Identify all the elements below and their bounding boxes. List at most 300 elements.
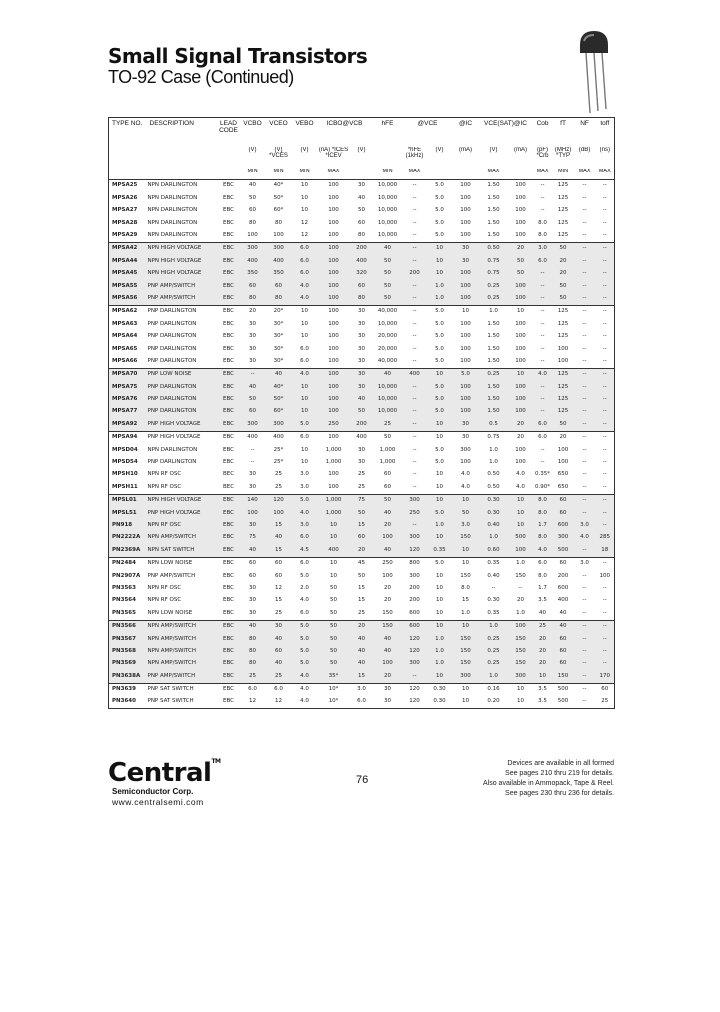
value-cell: 0.50 (487, 471, 500, 478)
value-cell: 100 (317, 431, 351, 444)
value-cell: 6.0 (533, 418, 553, 431)
value-cell: -- (596, 494, 615, 507)
value-cell: -- (596, 394, 615, 406)
value-cell: 1,000 (379, 459, 396, 466)
value-cell: 3.5 (538, 597, 547, 604)
value-cell: 125 (557, 194, 569, 201)
value-cell: 30 (249, 483, 256, 490)
value-cell: 10 (436, 483, 444, 490)
value-cell: EBC (223, 345, 234, 352)
value-cell: 50 (373, 431, 403, 444)
value-cell: 1.7 (538, 584, 547, 591)
type-no-cell: PN3568 (109, 645, 147, 657)
to92-transistor-icon (572, 25, 618, 117)
value-cell: 4.0 (461, 483, 470, 490)
table-row (109, 457, 615, 469)
value-cell: 150 (382, 609, 393, 616)
value-cell: 150 (515, 572, 526, 579)
value-cell: 15 (351, 670, 373, 683)
value-cell: 10 (509, 520, 533, 532)
value-cell: 10 (509, 507, 533, 519)
description-cell: NPN AMP/SWITCH (147, 532, 217, 544)
value-cell: -- (574, 418, 596, 431)
value-cell: 600 (557, 584, 569, 591)
type-no-cell: MPSA29 (112, 232, 138, 238)
value-cell: 40 (241, 544, 265, 557)
value-cell: 3.0 (300, 471, 309, 478)
value-cell: -- (602, 609, 607, 616)
table-row (109, 355, 615, 368)
limit-cell (453, 169, 479, 180)
table-row (109, 394, 615, 406)
value-cell: 200 (409, 584, 420, 591)
value-cell: 10 (509, 683, 533, 696)
value-cell: 30 (351, 305, 373, 318)
unit-cell: (dB) (578, 147, 591, 153)
value-cell: 10,000 (377, 219, 398, 226)
value-cell: 3.5 (533, 683, 553, 696)
value-cell: EBC (223, 232, 234, 238)
value-cell: 1.7 (533, 520, 553, 532)
value-cell: -- (412, 219, 417, 226)
value-cell: -- (412, 194, 417, 201)
value-cell: -- (582, 207, 587, 214)
value-cell: 100 (453, 394, 479, 406)
header-row-limits (109, 169, 615, 180)
limit-cell: MIN (265, 169, 293, 180)
value-cell: 1.50 (479, 381, 509, 393)
value-cell: 30 (249, 345, 256, 352)
value-cell: 100 (460, 345, 471, 352)
value-cell: -- (412, 483, 417, 490)
description-cell: NPN DARLINGTON (147, 219, 198, 226)
value-cell: 0.25 (479, 633, 509, 645)
value-cell: 20 (384, 597, 392, 604)
value-cell: 60 (384, 483, 392, 490)
type-no-cell: PN2369A (109, 544, 147, 557)
value-cell: 20 (553, 268, 574, 280)
page-subtitle: TO-92 Case (Continued) (108, 67, 294, 87)
value-cell: 10 (509, 368, 533, 381)
value-cell: 100 (460, 207, 471, 214)
value-cell: 1,000 (317, 494, 351, 507)
value-cell: EBC (217, 381, 241, 393)
value-cell: 30 (249, 333, 256, 340)
value-cell: -- (574, 381, 596, 393)
value-cell: 125 (557, 333, 569, 340)
value-cell: 0.35 (427, 544, 453, 557)
value-cell: 75 (351, 494, 373, 507)
value-cell: 5.0 (435, 219, 444, 226)
value-cell: 60 (241, 557, 265, 570)
type-no-cell: PN3565 (112, 609, 136, 616)
value-cell: 40,000 (377, 357, 398, 364)
value-cell: 10 (317, 557, 351, 570)
value-cell: 100 (557, 446, 569, 453)
value-cell: 285 (596, 532, 615, 544)
value-cell: 25 (358, 609, 365, 616)
value-cell: 4.0 (293, 280, 317, 292)
value-cell: 125 (557, 207, 569, 214)
value-cell: 40 (265, 658, 293, 670)
value-cell: -- (533, 305, 553, 318)
value-cell: 300 (265, 242, 293, 255)
value-cell: 100 (328, 219, 339, 226)
value-cell: 10 (427, 368, 453, 381)
value-cell: 5.0 (293, 418, 317, 431)
value-cell: -- (582, 219, 587, 226)
value-cell: -- (582, 459, 587, 466)
table-body (109, 180, 615, 709)
col-at-vce: @VCE (417, 120, 438, 127)
value-cell: 150 (453, 633, 479, 645)
value-cell: 1.0 (427, 633, 453, 645)
value-cell: 1.0 (489, 459, 498, 466)
value-cell: -- (602, 320, 607, 327)
value-cell: 125 (557, 182, 569, 189)
value-cell: 100 (328, 471, 339, 478)
description-cell: PNP DARLINGTON (147, 345, 197, 352)
value-cell: 3.0 (300, 483, 309, 490)
value-cell: 30 (249, 320, 256, 327)
value-cell: 0.40 (487, 572, 500, 579)
value-cell: 50 (330, 597, 337, 604)
value-cell: 10* (317, 683, 351, 696)
limit-cell (217, 169, 241, 180)
value-cell: 10 (436, 597, 444, 604)
value-cell: 10 (509, 494, 533, 507)
value-cell: 5.0 (435, 232, 444, 238)
value-cell: EBC (223, 194, 234, 201)
value-cell: 30 (373, 683, 403, 696)
value-cell: EBC (217, 544, 241, 557)
value-cell: 0.30 (479, 507, 509, 519)
value-cell: 100 (515, 459, 526, 466)
description-cell: NPN HIGH VOLTAGE (147, 242, 217, 255)
value-cell: 10 (293, 394, 317, 406)
value-cell: 1,000 (325, 446, 342, 453)
value-cell: 10 (330, 572, 337, 579)
col-at-ic: @IC (458, 120, 473, 127)
value-cell: 10 (453, 620, 479, 633)
value-cell: 150 (453, 645, 479, 657)
value-cell: 125 (557, 320, 569, 327)
value-cell: EBC (223, 609, 234, 616)
value-cell: 10 (301, 182, 308, 189)
unit-cell: (V) (300, 147, 309, 153)
page-number: 76 (356, 774, 369, 786)
unit-cell: (mA) (459, 147, 473, 153)
table-row (109, 595, 615, 607)
value-cell: -- (540, 345, 545, 352)
value-cell: 300 (265, 418, 293, 431)
value-cell: 0.60 (479, 544, 509, 557)
value-cell: 10 (317, 520, 351, 532)
value-cell: 5.0 (435, 345, 444, 352)
value-cell: -- (574, 406, 596, 418)
value-cell: EBC (217, 507, 241, 519)
value-cell: 50 (330, 584, 337, 591)
description-cell: NPN DARLINGTON (147, 446, 198, 453)
value-cell: 400 (351, 255, 373, 267)
value-cell: 100 (509, 280, 533, 292)
value-cell: 4.0 (574, 532, 596, 544)
value-cell: 30 (249, 609, 256, 616)
value-cell: 5.0 (453, 368, 479, 381)
value-cell: BEC (222, 471, 235, 478)
value-cell: EBC (217, 532, 241, 544)
type-no-cell: MPSA56 (109, 293, 147, 306)
value-cell: 2.0 (300, 584, 309, 591)
value-cell: 80 (275, 219, 282, 226)
value-cell: 6.0 (293, 431, 317, 444)
value-cell: 20 (517, 597, 525, 604)
table-row (109, 280, 615, 292)
type-no-cell: MPSL01 (109, 494, 147, 507)
value-cell: -- (412, 182, 417, 189)
value-cell: 15 (462, 597, 470, 604)
value-cell: 120 (403, 683, 427, 696)
value-cell: 10 (436, 471, 444, 478)
value-cell: 0.30 (433, 698, 446, 705)
value-cell: EBC (217, 280, 241, 292)
value-cell: 100 (317, 305, 351, 318)
value-cell: -- (582, 584, 587, 591)
description-cell: PNP DARLINGTON (147, 333, 197, 340)
value-cell: 400 (557, 597, 569, 604)
value-cell: 100 (453, 293, 479, 306)
value-cell: 125 (557, 232, 569, 238)
value-cell: -- (602, 219, 607, 226)
value-cell: -- (574, 242, 596, 255)
value-cell: -- (582, 597, 587, 604)
value-cell: -- (412, 459, 417, 466)
value-cell: 30 (249, 597, 256, 604)
value-cell: 50 (317, 645, 351, 657)
description-cell: PNP SAT SWITCH (147, 698, 194, 705)
limit-cell: MIN (373, 169, 403, 180)
value-cell: 0.16 (479, 683, 509, 696)
value-cell: 25* (273, 459, 284, 466)
limit-cell: MAX (317, 169, 351, 180)
value-cell: 60 (241, 406, 265, 418)
value-cell: 12 (275, 584, 282, 591)
value-cell: -- (596, 520, 615, 532)
value-cell: 8.0 (533, 507, 553, 519)
value-cell: 100 (509, 544, 533, 557)
value-cell: 25 (275, 483, 282, 490)
value-cell: 50 (351, 406, 373, 418)
value-cell: 650 (557, 471, 569, 478)
value-cell: -- (582, 232, 587, 238)
value-cell: 80 (249, 219, 256, 226)
value-cell: 50 (317, 658, 351, 670)
description-cell: NPN HIGH VOLTAGE (147, 494, 217, 507)
type-no-cell: PN3638A (109, 670, 147, 683)
value-cell: EBC (217, 394, 241, 406)
value-cell: 10 (301, 333, 308, 340)
value-cell: -- (596, 242, 615, 255)
value-cell: 10 (436, 584, 444, 591)
value-cell: -- (412, 320, 417, 327)
value-cell: 5.0 (427, 305, 453, 318)
value-cell: 6.0 (293, 557, 317, 570)
value-cell: 4.0 (533, 368, 553, 381)
type-no-cell: MPSD54 (112, 459, 138, 466)
description-cell: PNP DARLINGTON (147, 305, 217, 318)
value-cell: 4.0 (300, 698, 309, 705)
value-cell: -- (403, 293, 427, 306)
value-cell: 40 (265, 368, 293, 381)
value-cell: 0.75 (479, 431, 509, 444)
value-cell: 30 (358, 182, 365, 189)
value-cell: 3.0 (574, 520, 596, 532)
value-cell: 18 (596, 544, 615, 557)
value-cell: 50* (265, 394, 293, 406)
description-cell: NPN AMP/SWITCH (147, 620, 217, 633)
page-title: Small Signal Transistors (108, 44, 368, 68)
table-row (109, 180, 615, 193)
footnote-line: Devices are available in all formed (507, 760, 614, 767)
col-vcesat-ic: VCE(SAT)@IC (484, 120, 527, 127)
value-cell: 10 (453, 557, 479, 570)
value-cell: 100 (515, 207, 526, 214)
value-cell: 100 (328, 232, 339, 238)
description-cell: PNP DARLINGTON (147, 394, 217, 406)
value-cell: 10* (328, 698, 339, 705)
value-cell: 100 (509, 620, 533, 633)
value-cell: 0.20 (487, 698, 500, 705)
col-type-no: TYPE NO. (112, 120, 143, 127)
table-row (109, 242, 615, 255)
value-cell: 1.0 (427, 658, 453, 670)
value-cell: 100 (317, 368, 351, 381)
value-cell: 15 (358, 584, 365, 591)
value-cell: 4.0 (293, 368, 317, 381)
value-cell: 30* (273, 357, 284, 364)
value-cell: 400 (351, 431, 373, 444)
value-cell: 12 (301, 232, 308, 238)
description-cell: PNP DARLINGTON (147, 357, 197, 364)
value-cell: 10 (427, 255, 453, 267)
value-cell: 1.0 (479, 670, 509, 683)
value-cell: 0.30 (479, 494, 509, 507)
table-row (109, 645, 615, 657)
value-cell: 50 (553, 418, 574, 431)
value-cell: 100 (460, 357, 471, 364)
value-cell: 100 (328, 345, 339, 352)
value-cell: 40 (373, 544, 403, 557)
value-cell: 100 (599, 572, 611, 579)
value-cell: -- (403, 242, 427, 255)
value-cell: 5.0 (435, 459, 444, 466)
value-cell: 120 (403, 645, 427, 657)
value-cell: 0.35 (479, 557, 509, 570)
value-cell: -- (403, 305, 427, 318)
central-logo: Central™ (108, 758, 221, 788)
value-cell: EBC (217, 557, 241, 570)
value-cell: 30* (273, 333, 284, 340)
value-cell: 100 (328, 320, 339, 327)
value-cell: 200 (351, 242, 373, 255)
value-cell: 100 (557, 345, 569, 352)
value-cell: 25 (358, 483, 365, 490)
value-cell: -- (540, 207, 545, 214)
value-cell: -- (596, 418, 615, 431)
col-vebo: VEBO (295, 120, 314, 127)
value-cell: 100 (317, 293, 351, 306)
value-cell: 20 (351, 620, 373, 633)
value-cell: 100 (317, 381, 351, 393)
value-cell: 60 (596, 683, 615, 696)
value-cell: -- (602, 483, 607, 490)
value-cell: 50 (249, 194, 256, 201)
value-cell: 40 (241, 381, 265, 393)
value-cell: 30 (249, 584, 256, 591)
value-cell: 0.25 (479, 368, 509, 381)
value-cell: 40 (351, 394, 373, 406)
value-cell: 100 (453, 406, 479, 418)
value-cell: -- (602, 459, 607, 466)
value-cell: 10 (517, 698, 525, 705)
value-cell: 100 (509, 381, 533, 393)
unit-cell: (nA) *ICES *ICEV (318, 147, 349, 159)
value-cell: 0.25 (479, 280, 509, 292)
value-cell: 100 (317, 406, 351, 418)
type-no-cell: MPSA25 (112, 182, 138, 189)
table-row (109, 570, 615, 582)
col-vceo: VCEO (269, 120, 288, 127)
value-cell: 80 (241, 645, 265, 657)
col-hfe: hFE (381, 120, 394, 127)
value-cell: -- (412, 232, 417, 238)
value-cell: 100 (317, 394, 351, 406)
value-cell: 1,000 (325, 459, 342, 466)
value-cell: 100 (328, 182, 339, 189)
header-row-units (109, 147, 615, 169)
value-cell: 10 (453, 494, 479, 507)
value-cell: 3.0 (293, 520, 317, 532)
value-cell: 50 (553, 293, 574, 306)
type-no-cell: MPSA26 (112, 194, 138, 201)
value-cell: -- (403, 255, 427, 267)
value-cell: 30 (358, 357, 365, 364)
value-cell: EBC (223, 219, 234, 226)
value-cell: 10 (301, 446, 308, 453)
value-cell: 40 (373, 368, 403, 381)
value-cell: 1.50 (487, 182, 500, 189)
table-row (109, 318, 615, 330)
type-no-cell: MPSA66 (112, 357, 138, 364)
value-cell: 20 (373, 670, 403, 683)
value-cell: 6.0 (533, 255, 553, 267)
value-cell: -- (596, 293, 615, 306)
value-cell: -- (582, 609, 587, 616)
value-cell: 25 (275, 471, 282, 478)
description-cell: NPN RF OSC (147, 520, 217, 532)
value-cell: -- (596, 406, 615, 418)
value-cell: -- (602, 232, 607, 238)
value-cell: 140 (241, 494, 265, 507)
value-cell: -- (533, 293, 553, 306)
description-cell: PNP AMP/SWITCH (147, 670, 217, 683)
value-cell: 50 (553, 280, 574, 292)
value-cell: 400 (317, 544, 351, 557)
description-cell: NPN RF OSC (147, 597, 182, 604)
value-cell: 20 (553, 431, 574, 444)
value-cell: 10 (436, 572, 444, 579)
value-cell: 100 (557, 459, 569, 466)
